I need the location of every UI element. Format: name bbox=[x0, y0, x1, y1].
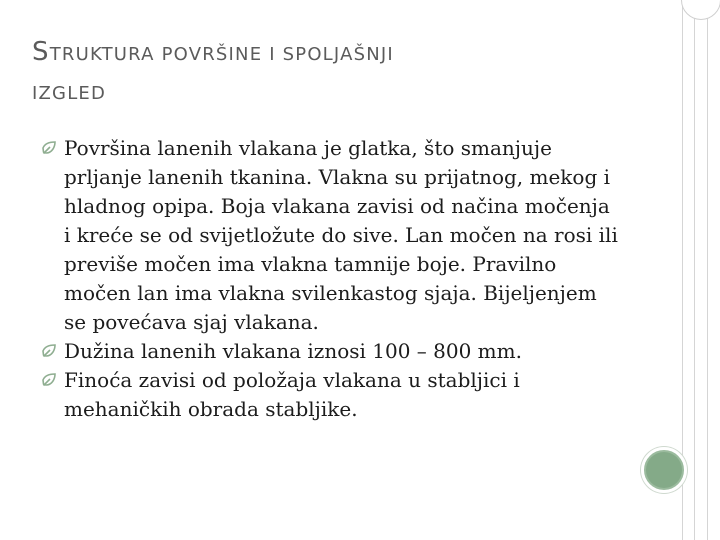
title-initial: S bbox=[32, 37, 50, 67]
bullet-item bbox=[42, 337, 622, 366]
title-line-1-rest: TRUKTURA POVRŠINE I SPOLJAŠNJI bbox=[49, 44, 394, 65]
decorative-circle-inner bbox=[646, 452, 682, 488]
leaf-bullet-icon bbox=[42, 141, 56, 155]
bullet-list bbox=[42, 134, 622, 424]
decorative-line bbox=[694, 0, 695, 540]
decorative-circle-top bbox=[681, 0, 720, 20]
bullet-text: Površina lanenih vlakana je glatka, što smanjuje prljanje lanenih tkanina. Vlakna su prijatnog, mekog i hladnog opipa. Boja vlakana zavisi od načina močenja i kreće se od svijetložute do sive. Lan močen na rosi ili previše močen ima vlakna tamnije boje. Pravilno močen lan ima vlakna svilenkastog sjaja. Bijeljenjem se povećava sjaj vlakana. bbox=[64, 136, 618, 334]
bullet-item bbox=[42, 366, 622, 424]
title-line-1 bbox=[32, 30, 592, 77]
title-line-2: IZGLED bbox=[32, 83, 107, 104]
leaf-bullet-icon bbox=[42, 373, 56, 387]
decorative-circle-accent bbox=[641, 447, 687, 493]
bullet-text: Dužina lanenih vlakana iznosi 100 – 800 mm. bbox=[64, 339, 522, 363]
slide-title bbox=[32, 30, 592, 116]
decorative-line bbox=[707, 0, 708, 540]
bullet-text: Finoća zavisi od položaja vlakana u stabljici i mehaničkih obrada stabljike. bbox=[64, 368, 520, 421]
leaf-bullet-icon bbox=[42, 344, 56, 358]
bullet-item bbox=[42, 134, 622, 337]
